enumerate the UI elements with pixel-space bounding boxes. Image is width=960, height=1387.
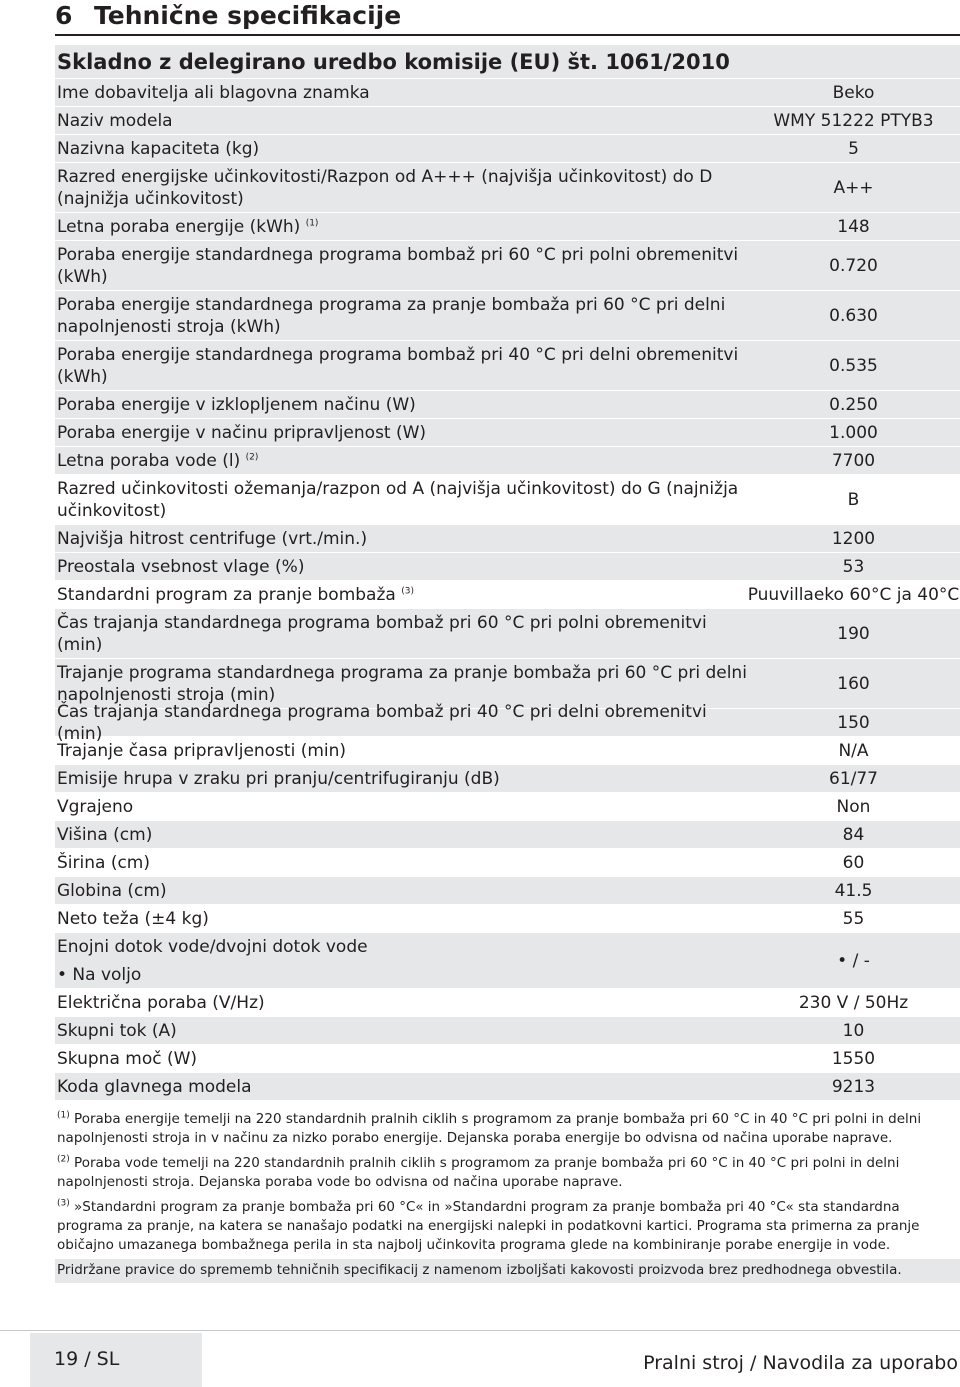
row-label: Poraba energije v izklopljenem načinu (W): [57, 394, 416, 415]
row-label: Neto teža (±4 kg): [57, 908, 209, 929]
row-value: Puuvillaeko 60°C ja 40°C: [747, 584, 960, 605]
table-row: [55, 79, 960, 107]
row-value: 190: [837, 623, 870, 644]
row-value: • / -: [837, 950, 870, 971]
table-row: [55, 737, 960, 765]
table-row: [55, 447, 960, 475]
footnote-ref: (3): [401, 585, 414, 596]
table-row: [55, 213, 960, 241]
row-label: Skupna moč (W): [57, 1048, 198, 1069]
row-value: N/A: [838, 740, 869, 761]
footnote-ref: (1): [305, 217, 319, 228]
footnote: $^{(1)}$ Poraba energije temelji na 220 standardnih pralnih ciklih s programom za pranje bombaža pri 60 °C in 40 °C pri polni in delni napolnjenosti stroja in v načinu za nizko porabo energije. Dejanska poraba energije bo odvisna od načina uporabe naprave.: [55, 1108, 960, 1152]
table-row: [55, 525, 960, 553]
table-header: [55, 45, 960, 79]
footnote-marker: (2): [57, 1154, 70, 1165]
row-label: Letna poraba vode (l) $^{(2)}$: [57, 450, 259, 471]
section-heading: [55, 0, 960, 36]
disclaimer-note: Pridržane pravice do sprememb tehničnih specifikacij z namenom izboljšati kakovosti proizvoda brez predhodnega obvestila.: [55, 1259, 960, 1284]
row-value: 148: [837, 216, 870, 237]
row-value: 0.535: [829, 355, 878, 376]
section-title: Tehnične specifikacije: [94, 1, 402, 30]
row-label: Najvišja hitrost centrifuge (vrt./min.): [57, 528, 368, 549]
row-value: Non: [836, 796, 871, 817]
footnote-marker: (1): [57, 1110, 70, 1121]
table-row: [55, 135, 960, 163]
table-row: [55, 581, 960, 609]
row-value: 10: [842, 1020, 865, 1041]
row-value: B: [847, 489, 860, 510]
table-row: [55, 989, 960, 1017]
row-label: Širina (cm): [57, 852, 150, 873]
spec-table: [55, 45, 960, 1101]
table-row: [55, 905, 960, 933]
row-label: Globina (cm): [57, 880, 167, 901]
table-row: [55, 419, 960, 447]
table-row: [55, 341, 960, 391]
row-label: Letna poraba energije (kWh) $^{(1)}$: [57, 216, 319, 237]
row-value: 1.000: [829, 422, 878, 443]
row-label: Poraba energije standardnega programa bombaž pri 40 °C pri delni obremenitvi (kWh): [57, 344, 739, 387]
table-row: [55, 475, 960, 525]
row-label: Trajanje programa standardnega programa za pranje bombaža pri 60 °C pri delni napolnjenosti stroja (min): [57, 662, 747, 705]
row-label: Poraba energije standardnega programa za pranje bombaža pri 60 °C pri delni napolnjenosti stroja (kWh): [57, 294, 726, 337]
row-value: 160: [837, 673, 870, 694]
footer-divider: [0, 1330, 960, 1331]
table-row: [55, 821, 960, 849]
page-number: 19 / SL: [54, 1348, 120, 1370]
row-label: Električna poraba (V/Hz): [57, 992, 265, 1013]
table-row: [55, 765, 960, 793]
row-label: Nazivna kapaciteta (kg): [57, 138, 260, 159]
row-value: 0.630: [829, 305, 878, 326]
table-row: [55, 1017, 960, 1045]
footer-title: Pralni stroj / Navodila za uporabo: [643, 1352, 958, 1374]
footnote-ref: (2): [245, 451, 259, 462]
table-header-label: Skladno z delegirano uredbo komisije (EU) št. 1061/2010: [57, 49, 730, 74]
row-value: 55: [842, 908, 865, 929]
row-label: Enojni dotok vode/dvojni dotok vode • Na voljo: [55, 936, 747, 986]
row-value: 9213: [831, 1076, 876, 1097]
row-value: 61/77: [829, 768, 878, 789]
row-value: 84: [842, 824, 865, 845]
row-label: Preostala vsebnost vlage (%): [57, 556, 305, 577]
row-value: 53: [842, 556, 865, 577]
row-value: 150: [837, 712, 870, 733]
footnote: $^{(2)}$ Poraba vode temelji na 220 standardnih pralnih ciklih s programom za pranje bombaža pri 60 °C in 40 °C pri polni in delni napolnjenosti stroja. Dejanska poraba vode bo odvisna od načina uporabe naprave.: [55, 1152, 960, 1196]
row-label: Vgrajeno: [57, 796, 134, 817]
table-row: [55, 849, 960, 877]
table-row: [55, 1073, 960, 1101]
table-row: [55, 291, 960, 341]
row-label: Skupni tok (A): [57, 1020, 177, 1041]
row-label: Standardni program za pranje bombaža $^{(3)}$: [57, 584, 414, 605]
row-label: Razred energijske učinkovitosti/Razpon od A+++ (najvišja učinkovitost) do D (najnižja učinkovitost): [57, 166, 713, 209]
row-label: Čas trajanja standardnega programa bombaž pri 60 °C pri polni obremenitvi (min): [57, 612, 707, 655]
row-label: Emisije hrupa v zraku pri pranju/centrifugiranju (dB): [57, 768, 500, 789]
row-value: Beko: [832, 82, 875, 103]
row-label: Razred učinkovitosti ožemanja/razpon od A (najvišja učinkovitost) do G (najnižja učinkovitost): [57, 478, 739, 521]
row-label: Naziv modela: [57, 110, 173, 131]
available-bullet: • Na voljo: [57, 964, 142, 985]
section-number: 6: [55, 1, 73, 30]
row-value: 60: [842, 852, 865, 873]
row-value: 1200: [831, 528, 876, 549]
footnote: $^{(3)}$ »Standardni program za pranje bombaža pri 60 °C« in »Standardni program za pranje bombaža pri 40 °C« sta standardna programa za pranje, na katera se nanašajo podatki na energijski nalepki in podatkovni kartici. Programa sta primerna za pranje običajno umazanega bombažnega perila in sta najbolj učinkovita programa glede na kombiniranje porabe energije in vode.: [55, 1196, 960, 1259]
table-row: [55, 391, 960, 419]
row-label: Višina (cm): [57, 824, 153, 845]
table-row: [55, 609, 960, 659]
row-value: 5: [848, 138, 859, 159]
row-label: Čas trajanja standardnega programa bombaž pri 40 °C pri delni obremenitvi (min): [57, 701, 707, 744]
row-value: 7700: [831, 450, 876, 471]
row-value: 0.720: [829, 255, 878, 276]
row-value: A++: [833, 177, 874, 198]
table-row: [55, 877, 960, 905]
table-row: [55, 1045, 960, 1073]
table-row: [55, 107, 960, 135]
row-label: Poraba energije v načinu pripravljenost (W): [57, 422, 427, 443]
table-row: [55, 933, 960, 989]
row-label: Koda glavnega modela: [57, 1076, 252, 1097]
row-label: Trajanje časa pripravljenosti (min): [57, 740, 347, 761]
row-value: 0.250: [829, 394, 878, 415]
row-label: Ime dobavitelja ali blagovna znamka: [57, 82, 370, 103]
footnotes: [55, 1108, 960, 1284]
row-value: 41.5: [834, 880, 873, 901]
row-value: WMY 51222 PTYB3: [773, 110, 934, 131]
footnote-marker: (3): [57, 1198, 70, 1209]
table-row: [55, 553, 960, 581]
table-row: [55, 793, 960, 821]
row-label: Poraba energije standardnega programa bombaž pri 60 °C pri polni obremenitvi (kWh): [57, 244, 739, 287]
row-value: 1550: [831, 1048, 876, 1069]
table-row: [55, 241, 960, 291]
row-value: 230 V / 50Hz: [798, 992, 909, 1013]
page-number-box: [30, 1333, 202, 1387]
table-row: [55, 701, 960, 744]
table-row: [55, 163, 960, 213]
